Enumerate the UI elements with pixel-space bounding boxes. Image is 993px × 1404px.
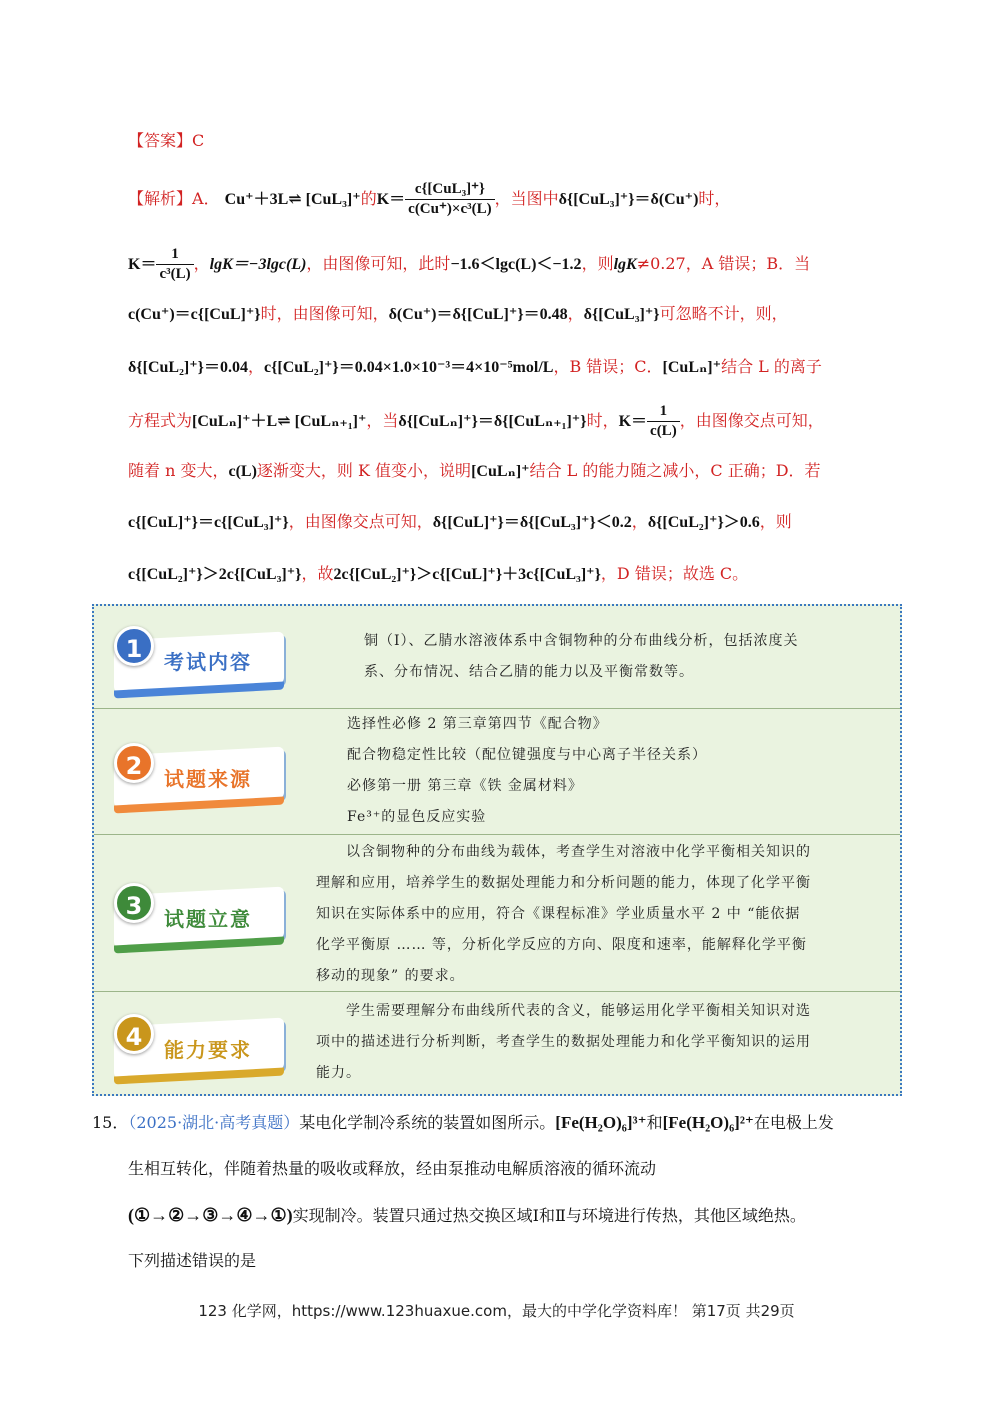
analysis-line-4 — [128, 356, 822, 379]
fraction-numerator: 1 — [156, 245, 193, 265]
question-line-4: 下列描述错误的是 — [128, 1251, 257, 1270]
fraction-k1 — [405, 180, 494, 219]
analysis-line-5 — [128, 402, 824, 441]
text: ， — [567, 304, 584, 323]
equation: c(L) — [228, 463, 257, 480]
text-line: 选择性必修 2 第三章第四节《配合物》 — [347, 716, 608, 732]
equation-range: −1.6＜lgc(L)＜−1.2 — [450, 256, 582, 273]
analysis-line-6 — [128, 460, 821, 483]
text: 结合 L 的能力随之减小，C 正确；D．若 — [529, 461, 821, 480]
text: 时， — [698, 189, 731, 208]
text-line: 化学平衡原 …… 等，分析化学反应的方向、限度和速率，能解释化学平衡 — [316, 937, 807, 953]
badge-title: 能力要求 — [164, 1038, 252, 1062]
text: ，当图中 — [494, 189, 559, 208]
equation: δ{[CuL₃]⁺} — [583, 306, 660, 323]
number-circle-icon: 2 — [114, 743, 154, 783]
equation-cu-cul3: Cu⁺＋3L⇌ [CuL₃]⁺ — [224, 191, 361, 208]
k-symbol: K＝ — [376, 191, 406, 208]
equation: c{[CuL₂]⁺}＝0.04×1.0×10⁻³＝4×10⁻⁵mol/L — [263, 359, 554, 376]
analysis-line-7 — [128, 511, 792, 534]
equation: δ{[CuLₙ]⁺}＝δ{[CuLₙ₊₁]⁺} — [398, 413, 587, 430]
text-line: 学生需要理解分布曲线所代表的含义，能够运用化学平衡相关知识对选 — [346, 1003, 811, 1019]
equation: 2c{[CuL₂]⁺}＞c{[CuL]⁺}＋3c{[CuL₃]⁺} — [333, 566, 601, 583]
answer-line — [128, 130, 204, 152]
equation: [CuLₙ]⁺＋L⇌ [CuLₙ₊₁]⁺ — [192, 413, 367, 430]
analysis-label: 【解析】 — [128, 189, 193, 208]
text: ， — [631, 512, 648, 531]
row-text — [316, 996, 896, 1089]
text: ， — [193, 254, 210, 273]
text-line: 项中的描述进行分析判断，考查学生的数据处理能力和化学平衡知识的运用 — [316, 1034, 811, 1050]
badge-stripe — [114, 1068, 284, 1085]
badge-stripe — [114, 797, 284, 814]
text: ， — [247, 357, 264, 376]
panel-row-intent — [94, 835, 900, 992]
text: 时， — [586, 411, 619, 430]
equation: c{[CuL]⁺}＝c{[CuL₃]⁺} — [128, 514, 289, 531]
equation: δ(Cu⁺)＝δ{[CuL]⁺}＝0.48 — [388, 306, 568, 323]
text-line: 能力。 — [316, 1065, 361, 1081]
text: ，B 错误；C． — [553, 357, 663, 376]
text: 随着 n 变大， — [128, 461, 229, 480]
analysis-line-1 — [128, 180, 730, 219]
text: 和 — [646, 1113, 663, 1132]
answer-label: 【答案】 — [128, 131, 193, 150]
text: 时，由图像可知， — [260, 304, 389, 323]
cycle-sequence: (①→②→③→④→①) — [128, 1205, 293, 1225]
equation: δ{[CuL₂]⁺}＝0.04 — [128, 359, 248, 376]
fraction-denominator: c(L) — [650, 423, 677, 439]
text: 某电化学制冷系统的装置如图所示。 — [299, 1113, 556, 1132]
number-circle-icon: 3 — [114, 883, 154, 923]
equation: c{[CuL₂]⁺}＞2c{[CuL₃]⁺} — [128, 566, 302, 583]
text: 实现制冷。装置只通过热交换区域Ⅰ和Ⅱ与环境进行传热，其他区域绝热。 — [292, 1206, 806, 1225]
text: ，则 — [581, 254, 614, 273]
badge-title: 考试内容 — [164, 650, 252, 674]
k-symbol: K＝ — [128, 256, 157, 273]
panel-row-ability — [94, 992, 900, 1094]
fraction-k2 — [156, 245, 193, 284]
fraction-denominator: c(Cu⁺)×c³(L) — [408, 201, 492, 217]
text: 在电极上发 — [753, 1113, 834, 1132]
answer-value: C — [192, 131, 205, 150]
question-line-1 — [92, 1112, 834, 1134]
page-footer: 123 化学网，https://www.123huaxue.com，最大的中学化学资料库！ 第17页 共29页 — [198, 1302, 795, 1320]
ion-fe2: [Fe(H₂O)₆]²⁺ — [662, 1113, 754, 1132]
ion-fe3: [Fe(H₂O)₆]³⁺ — [555, 1113, 647, 1132]
text: ，当 — [366, 411, 399, 430]
text-line: Fe³⁺的显色反应实验 — [347, 809, 487, 825]
row-text — [316, 837, 896, 992]
text-line: 配合物稳定性比较（配位键强度与中心离子半径关系） — [347, 747, 707, 763]
question-source: （2025·湖北·高考真题） — [128, 1113, 300, 1132]
text-line: 理解和应用，培养学生的数据处理能力和分析问题的能力，体现了化学平衡 — [316, 875, 811, 891]
equation-lgk-symbol: lgK — [613, 256, 637, 273]
text: ≠0.27，A 错误；B．当 — [636, 254, 811, 273]
equation: [CuLₙ]⁺ — [471, 463, 530, 480]
text-line: 铜（Ⅰ）、乙腈水溶液体系中含铜物种的分布曲线分析，包括浓度关 — [364, 633, 799, 649]
text: ，由图像可知，此时 — [306, 254, 451, 273]
fraction-k3 — [647, 402, 680, 441]
equation: δ{[CuL₂]⁺}＞0.6 — [647, 514, 760, 531]
text-line: 以含铜物种的分布曲线为载体，考查学生对溶液中化学平衡相关知识的 — [346, 844, 811, 860]
info-panel — [92, 604, 902, 1096]
k-symbol: K＝ — [618, 413, 648, 430]
analysis-line-8 — [128, 563, 748, 586]
text: ，由图像交点可知， — [288, 512, 433, 531]
text: ，则 — [759, 512, 792, 531]
fraction-numerator: c{[CuL₃]⁺} — [405, 180, 494, 200]
panel-row-exam-content — [94, 606, 900, 709]
number-circle-icon: 1 — [114, 626, 154, 666]
question-line-2: 生相互转化，伴随着热量的吸收或释放，经由泵推动电解质溶液的循环流动 — [128, 1159, 657, 1178]
badge-title: 试题立意 — [164, 907, 252, 931]
equation-lgk: lgK＝−3lgc(L) — [209, 256, 307, 273]
equation: c(Cu⁺)＝c{[CuL]⁺} — [128, 306, 261, 323]
number-circle-icon: 4 — [114, 1014, 154, 1054]
panel-row-source — [94, 709, 900, 835]
fraction-denominator: c³(L) — [159, 266, 191, 282]
analysis-line-2 — [128, 245, 810, 284]
question-number: 15． — [92, 1113, 129, 1132]
question-line-3 — [128, 1204, 806, 1227]
text: 方程式为 — [128, 411, 193, 430]
text: ，故 — [301, 564, 334, 583]
text: 逐渐变大，则 K 值变小，说明 — [256, 461, 472, 480]
option-a-label: A． — [192, 189, 220, 208]
text-line: 知识在实际体系中的应用，符合《课程标准》学业质量水平 2 中 “能依据 — [316, 906, 801, 922]
fraction-numerator: 1 — [647, 402, 680, 422]
equation-delta-condition: δ{[CuL₃]⁺}＝δ(Cu⁺) — [558, 191, 699, 208]
text-line: 必修第一册 第三章《铁 金属材料》 — [347, 778, 583, 794]
badge-title: 试题来源 — [164, 767, 252, 791]
row-text — [364, 626, 799, 688]
analysis-line-3 — [128, 303, 788, 326]
text: ，D 错误；故选 C。 — [600, 564, 749, 583]
text-line: 移动的现象” 的要求。 — [316, 968, 465, 984]
badge-stripe — [114, 682, 284, 699]
text: 可忽略不计，则， — [659, 304, 788, 323]
text-line: 系、分布情况、结合乙腈的能力以及平衡常数等。 — [364, 664, 694, 680]
badge-stripe — [114, 937, 284, 954]
row-text — [347, 709, 707, 833]
text: 的 — [360, 189, 377, 208]
equation: δ{[CuL]⁺}＝δ{[CuL₃]⁺}＜0.2 — [432, 514, 632, 531]
equation: [CuLₙ]⁺ — [662, 359, 722, 376]
text: 结合 L 的离子 — [721, 357, 822, 376]
text: ，由图像交点可知， — [679, 411, 824, 430]
